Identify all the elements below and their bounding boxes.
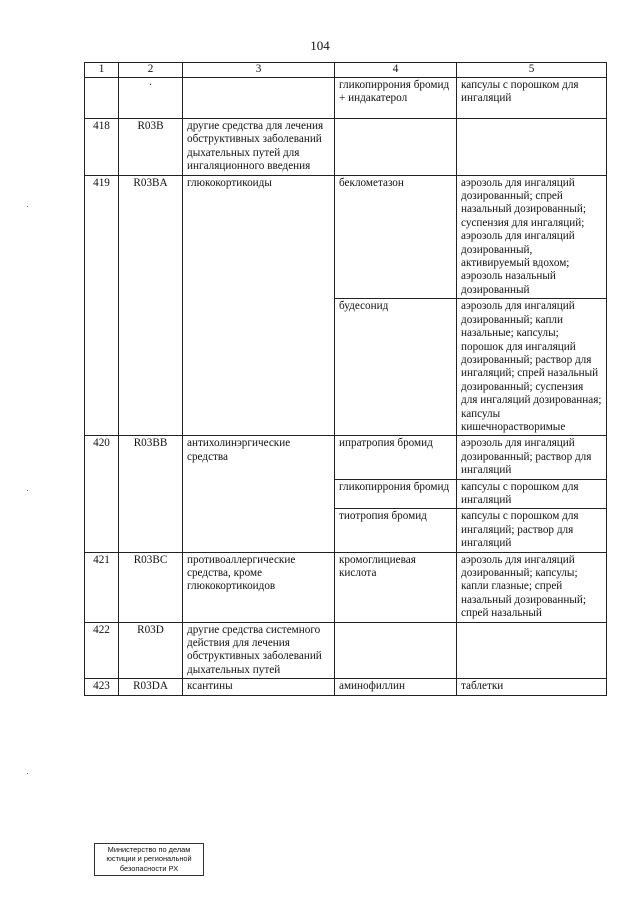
medicines-table xyxy=(84,62,607,696)
scan-dot xyxy=(27,490,28,491)
row-substance: аминофиллин xyxy=(335,679,457,695)
header-col-2: 2 xyxy=(119,63,183,78)
row-group-name: ксантины xyxy=(183,679,335,695)
table-row xyxy=(85,436,607,479)
row-substance: беклометазон xyxy=(335,175,457,299)
row-forms: аэрозоль для ингаляций дозированный; капли назальные; капсулы; порошок для ингаляций дозированный; раствор для ингаляций; спрей назальный дозированный; суспензия для ингаляций дозированная; капсулы кишечнорастворимые xyxy=(457,299,607,436)
stamp-line: безопасности РХ xyxy=(119,863,179,873)
row-substance: гликопиррония бромид + индакатерол xyxy=(335,78,457,119)
row-substance: кромоглициевая кислота xyxy=(335,552,457,622)
ministry-stamp xyxy=(94,843,204,876)
row-forms: капсулы с порошком для ингаляций xyxy=(457,78,607,119)
table-row xyxy=(85,552,607,622)
stamp-line: Министерство по делам xyxy=(107,845,191,854)
row-group-name: антихолинэргические средства xyxy=(183,436,335,552)
row-substance: ипратропия бромид xyxy=(335,436,457,479)
row-code: R03BA xyxy=(119,175,183,436)
row-number: 418 xyxy=(85,119,119,176)
row-forms: капсулы с порошком для ингаляций xyxy=(457,479,607,509)
page-number: 104 xyxy=(310,38,330,53)
row-forms: аэрозоль для ингаляций дозированный; раствор для ингаляций xyxy=(457,436,607,479)
row-forms: аэрозоль для ингаляций дозированный; спрей назальный дозированный; суспензия для ингаляций; аэрозоль для ингаляций дозированный, активируемый вдохом; аэрозоль назальный дозированный xyxy=(457,175,607,299)
row-code: R03B xyxy=(119,119,183,176)
header-col-1: 1 xyxy=(85,63,119,78)
table-row xyxy=(85,119,607,176)
header-col-4: 4 xyxy=(335,63,457,78)
header-row xyxy=(85,63,607,78)
row-code: · xyxy=(119,78,183,119)
row-group-name: противоаллергические средства, кроме глюкокортикоидов xyxy=(183,552,335,622)
table-row xyxy=(85,622,607,679)
header-col-3: 3 xyxy=(183,63,335,78)
stamp-line: юстиции и региональной xyxy=(106,854,192,864)
row-code: R03BC xyxy=(119,552,183,622)
scan-dot xyxy=(27,206,28,207)
table-row xyxy=(85,679,607,695)
row-substance: тиотропия бромид xyxy=(335,509,457,552)
row-code: R03BB xyxy=(119,436,183,552)
row-number: 419 xyxy=(85,175,119,436)
row-substance: будесонид xyxy=(335,299,457,436)
table-row xyxy=(85,175,607,299)
row-group-name: другие средства для лечения обструктивных заболеваний дыхательных путей для ингаляционного введения xyxy=(183,119,335,176)
row-forms: капсулы с порошком для ингаляций; раствор для ингаляций xyxy=(457,509,607,552)
row-code: R03DA xyxy=(119,679,183,695)
row-group-name: другие средства системного действия для лечения обструктивных заболеваний дыхательных путей xyxy=(183,622,335,679)
row-substance: гликопиррония бромид xyxy=(335,479,457,509)
row-code: R03D xyxy=(119,622,183,679)
row-forms: аэрозоль для ингаляций дозированный; капсулы; капли глазные; спрей назальный дозированный; спрей назальный xyxy=(457,552,607,622)
row-forms: таблетки xyxy=(457,679,607,695)
scan-dot xyxy=(27,773,28,774)
row-number: 423 xyxy=(85,679,119,695)
table-row xyxy=(85,78,607,119)
row-number: 420 xyxy=(85,436,119,552)
row-number: 422 xyxy=(85,622,119,679)
header-col-5: 5 xyxy=(457,63,607,78)
row-number: 421 xyxy=(85,552,119,622)
row-group-name: глюкокортикоиды xyxy=(183,175,335,436)
